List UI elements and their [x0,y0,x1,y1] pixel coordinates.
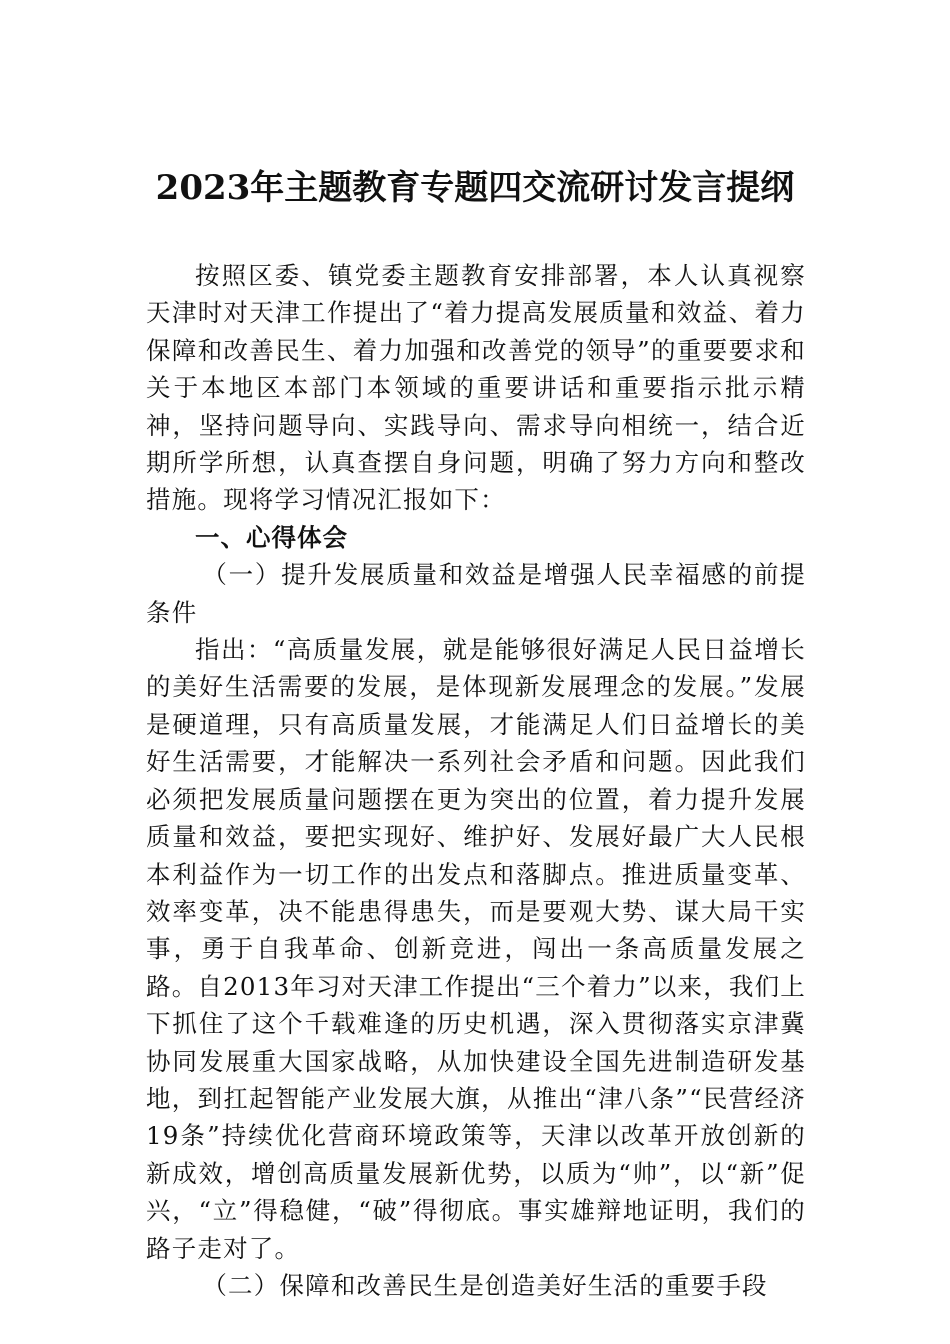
body-paragraph-1: 指出：“高质量发展，就是能够很好满足人民日益增长的美好生活需要的发展，是体现新发展理念的发展。”发展是硬道理，只有高质量发展，才能满足人们日益增长的美好生活需要，才能解决一系列社会矛盾和问题。因此我们必须把发展质量问题摆在更为突出的位置，着力提升发展质量和效益，要把实现好、维护好、发展好最广大人民根本利益作为一切工作的出发点和落脚点。推进质量变革、效率变革，决不能患得患失，而是要观大势、谋大局干实事，勇于自我革命、创新竞进，闯出一条高质量发展之路。自2013年习对天津工作提出“三个着力”以来，我们上下抓住了这个千载难逢的历史机遇，深入贯彻落实京津冀协同发展重大国家战略，从加快建设全国先进制造研发基地，到扛起智能产业发展大旗，从推出“津八条”“民营经济19条”持续优化营商环境政策等，天津以改革开放创新的新成效，增创高质量发展新优势，以质为“帅”，以“新”促兴，“立”得稳健，“破”得彻底。事实雄辩地证明，我们的路子走对了。 [146,635,806,1263]
document-title: 2023年主题教育专题四交流研讨发言提纲 [155,168,795,208]
subsection-heading-1: （一）提升发展质量和效益是增强人民幸福感的前提条件 [146,560,806,627]
document-body [146,257,806,1304]
section-heading-1: 一、心得体会 [195,522,348,552]
subsection-heading-2: （二）保障和改善民生是创造美好生活的重要手段 [202,1270,768,1300]
intro-paragraph: 按照区委、镇党委主题教育安排部署，本人认真视察天津时对天津工作提出了“着力提高发展质量和效益、着力保障和改善民生、着力加强和改善党的领导”的重要要求和关于本地区本部门本领域的重要讲话和重要指示批示精神，坚持问题导向、实践导向、需求导向相统一，结合近期所学所想，认真查摆自身问题，明确了努力方向和整改措施。现将学习情况汇报如下： [146,261,806,515]
